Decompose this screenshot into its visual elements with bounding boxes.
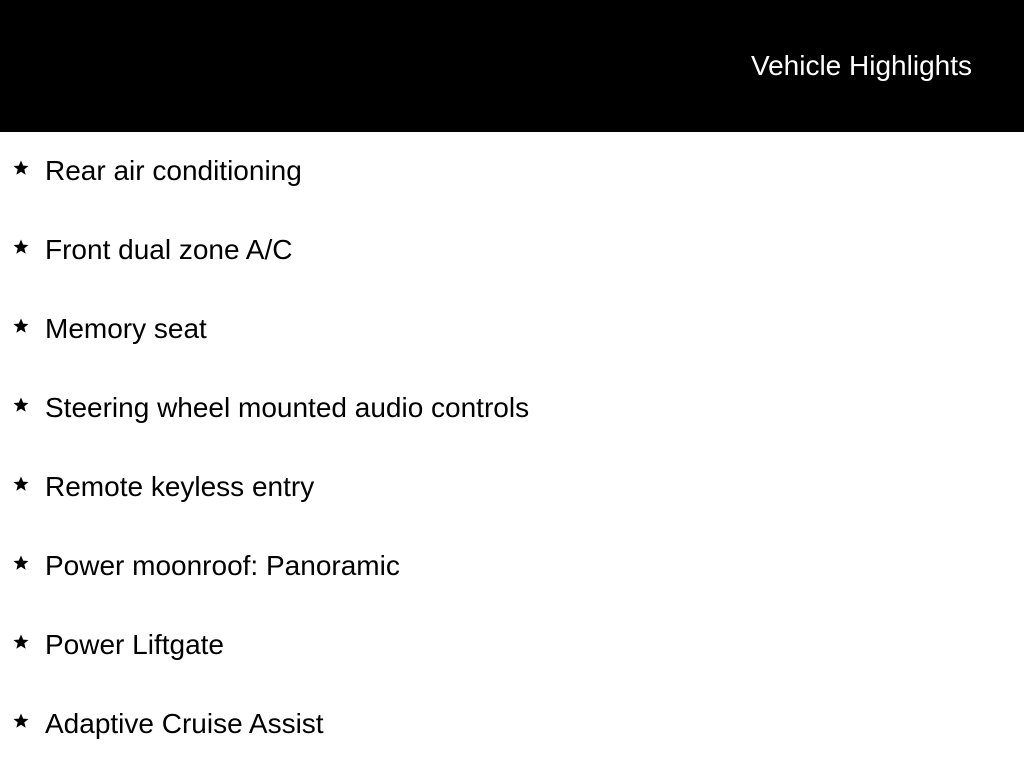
highlight-label: Front dual zone A/C	[45, 234, 293, 265]
highlight-label: Steering wheel mounted audio controls	[45, 392, 530, 423]
vehicle-highlights-list	[0, 132, 1024, 764]
star-icon	[12, 238, 30, 256]
highlight-label: Memory seat	[45, 313, 207, 344]
list-item	[0, 527, 1024, 606]
page-title: Vehicle Highlights	[750, 50, 972, 81]
header-banner	[0, 0, 1024, 132]
list-item	[0, 290, 1024, 369]
star-icon	[12, 712, 30, 730]
list-item	[0, 606, 1024, 685]
highlight-label: Adaptive Cruise Assist	[45, 708, 324, 739]
highlight-label: Power Liftgate	[45, 629, 224, 660]
highlight-label: Remote keyless entry	[45, 471, 315, 502]
star-icon	[12, 396, 30, 414]
highlight-label: Power moonroof: Panoramic	[45, 550, 400, 581]
list-item	[0, 132, 1024, 211]
star-icon	[12, 633, 30, 651]
highlight-label: Rear air conditioning	[45, 155, 302, 186]
star-icon	[12, 475, 30, 493]
star-icon	[12, 159, 30, 177]
star-icon	[12, 317, 30, 335]
list-item	[0, 369, 1024, 448]
list-item	[0, 211, 1024, 290]
star-icon	[12, 554, 30, 572]
list-item	[0, 685, 1024, 764]
list-item	[0, 448, 1024, 527]
